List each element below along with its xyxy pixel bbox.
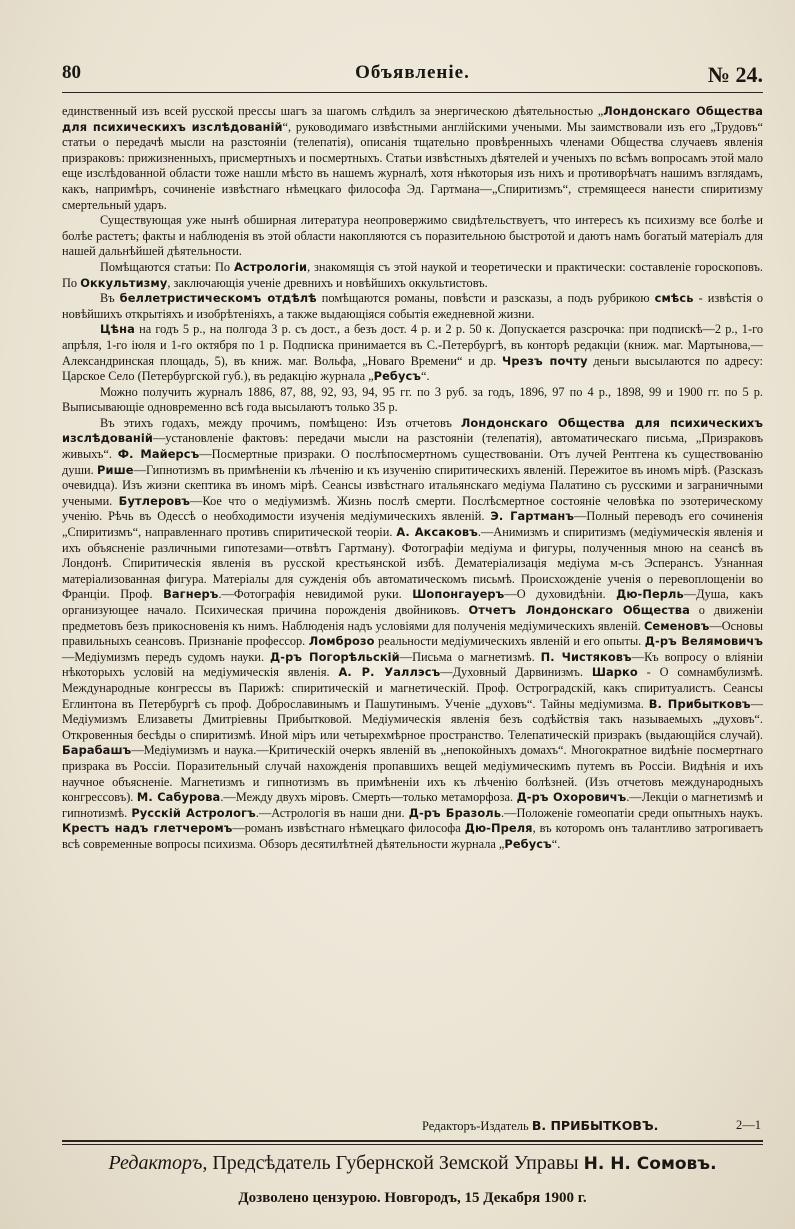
- bold-term: Шопонгауеръ: [412, 587, 505, 602]
- bold-term: Д-ръ Велямовичъ: [644, 634, 763, 649]
- paragraph: Цѣна на годъ 5 р., на полгода 3 р. съ дост., а безъ дост. 4 р. и 2 р. 50 к. Допускается разсрочка: при подпискѣ—2 р., 1-го апрѣля, 1-го іюля и 1-го октября по 1 р. Подписка принимается въ С.-Петербургѣ, въ конторѣ редакціи (книж. маг. Мартынова,—Александринская площадь, 5), въ книж. маг. Вольфа, „Новаго Времени“ и др. Чрезъ почту деньги высылаются по адресу: Царское Село (Петербургской губ.), въ редакцію журнала „Ребусъ“.: [62, 322, 763, 384]
- bold-term: Чрезъ почту: [502, 353, 588, 368]
- bold-term: В. Прибытковъ: [648, 696, 751, 711]
- bold-term: Лондонскаго Общества для психическихъ изслѣдованій: [62, 415, 764, 446]
- paragraph: Въ этихъ годахъ, между прочимъ, помѣщено: Изъ отчетовъ Лондонскаго Общества для психическихъ изслѣдованій—установленіе фактовъ: передачи мысли на разстояніи (телепатія), автоматическаго письма, „Призраковъ живыхъ“. Ф. Майерсъ—Посмертные призраки. О послѣпосмертномъ существованіи. Отъ лучей Рентгена къ существованію души. Рише—Гипнотизмъ въ примѣненіи къ лѣченію и къ изученію спиритическихъ явленій. Пережитое въ иномъ мірѣ. (Разсказъ очевидца). Изъ жизни скептика въ иномъ мірѣ. Сеансы извѣстнаго итальянскаго медіума Палатино съ русскими и заграничными учеными. Бутлеровъ—Кое что о медіумизмѣ. Жизнь послѣ смерти. Послѣсмертное состояніе человѣка по эзотерическому ученію. Рѣчь въ Одессѣ о необходимости изученія медіумическихъ явленій. Э. Гартманъ—Полный переводъ его сочиненія „Спиритизмъ“, направленнаго противъ спиритической теоріи. А. Аксаковъ.—Анимизмъ и спиритизмъ (медіумическія явленія и ихъ объясненіе различными гипотезами—отвѣтъ Гартману). Фотографіи медіума и фигуры, полученныя мною на сеансѣ въ Лондонѣ. Спиритическія явленія въ русской крестьянской избѣ. Дематеріализація медіума м-съ Эсперансъ. Узнанная матеріализованная фигура. Матеріалы для сужденія объ автоматическомъ письмѣ. Происхожденіе ученія о перевоплощеніи во Франціи. Проф. Вагнеръ.—Фотографія невидимой руки. Шопонгауеръ—О духовидѣніи. Дю-Перль—Душа, какъ организующее начало. Психическая причина порожденія двойниковъ. Отчетъ Лондонскаго Общества о движеніи предметовъ безъ прикосновенія къ нимъ. Наблюденія надъ условіями для полученія медіумическихъ явленій. Семеновъ—Основы правильныхъ сеансовъ. Признаніе профессор. Ломброзо реальности медіумическихъ явленій и его опыты. Д-ръ Велямовичъ—Медіумизмъ передъ судомъ науки. Д-ръ Погорѣльскій—Письма о магнетизмѣ. П. Чистяковъ—Къ вопросу о вліяніи нѣкоторыхъ условій на медіумическія явленія. А. Р. Уаллэсъ—Духовный Дарвинизмъ. Шарко - О сомнамбулизмѣ. Международные конгрессы въ Парижѣ: спиритическій и магнетическій. Проф. Остроградскій, какъ спиритуалистъ. Сеансы Еглинтона въ Петербургѣ съ проф. Доброславинымъ и Пашутинымъ. Ученіе „духовъ“. Тайны медіумизма. В. Прибытковъ—Медіумизмъ Елизаветы Дмитріевны Прибытковой. Медіумическія явленія безъ содѣйствія такъ называемыхъ „духовъ“. Откровенныя бесѣды о спиритизмѣ. Иной міръ или четырехмѣрное пространство. Телепатическій призракъ (выдающійся случай). Барабашъ—Медіумизмъ и наука.—Критическій очеркъ явленій въ „непокойныхъ домахъ“. Многократное видѣніе посмертнаго призрака въ Россіи. Поразительный случай нахожденія пропавшихъ вещей медіумическимъ путемъ въ Россіи. Видѣнія и ихъ научное объясненіе. Магнетизмъ и гипнотизмъ въ примѣненіи ихъ къ лѣченію болѣзней. (Изъ отчетовъ международныхъ конгрессовъ). М. Сабурова.—Между двухъ міровъ. Смерть—только метаморфоза. Д-ръ Охоровичъ.—Лекціи о магнетизмѣ и гипнотизмѣ. Русскій Астрологъ.—Астрологія въ наши дни. Д-ръ Бразоль.—Положеніе гомеопатіи среди опытныхъ наукъ. Крестъ надъ глетчеромъ—романъ извѣстнаго нѣмецкаго философа Дю-Преля, въ которомъ онъ талантливо затрогиваетъ всѣ современные вопросы психизма. Обзоръ десятилѣтней дѣятельности журнала „Ребусъ“.: [62, 415, 764, 851]
- bold-term: Ф. Майерсъ: [117, 447, 200, 462]
- editor-publisher: [422, 1118, 658, 1134]
- page-title: Объявленіе.: [355, 62, 470, 83]
- bold-term: Отчетъ Лондонскаго Общества: [468, 603, 690, 617]
- bold-term: Лондонскаго Общества для психическихъ изслѣдованій: [62, 104, 763, 134]
- editor-position: Предсѣдатель Губернской Земской Управы: [212, 1152, 579, 1174]
- paragraph: Существующая уже нынѣ обширная литература неопровержимо свидѣтельствуетъ, что интересъ къ психизму все болѣе и болѣе растетъ; факты и наблюденія въ этой области накопляются съ поразительною быстротой и даютъ намъ богатый матеріалъ для нашей дальнѣйшей дѣятельности.: [62, 213, 763, 259]
- bold-term: беллетристическомъ отдѣлѣ: [119, 291, 317, 306]
- paragraph: единственный изъ всей русской прессы шагъ за шагомъ слѣдилъ за энергическою дѣятельностью „Лондонскаго Общества для психическихъ изслѣдованій“, руководимаго извѣстными англійскими учеными. Мы заимствовали изъ его „Трудовъ“ статьи о передачѣ мысли на разстояніи (телепатія), описанія тщательно провѣренныхъ членами Общества случаевъ явленія призраковъ: прижизненныхъ, присмертныхъ и посмертныхъ. Статьи извѣстныхъ дѣятелей и ученыхъ по всѣмъ вопросамъ этой мало еще изслѣдованной области тоже нашли мѣсто въ нашемъ журналѣ, хотя нѣкоторыя изъ нихъ и противорѣчатъ нашимъ взглядамъ, какъ, напримѣръ, сочиненіе извѣстнаго нѣмецкаго философа Эд. Гартмана—„Спиритизмъ“, стремящееся нанести спиритизму смертельный ударъ.: [62, 104, 763, 212]
- bold-term: Дю-Перль: [616, 587, 684, 602]
- bold-term: Дю-Преля: [464, 821, 533, 836]
- bold-term: Барабашъ: [62, 743, 132, 758]
- bold-term: Оккультизму: [80, 275, 168, 290]
- bold-term: Крестъ надъ глетчеромъ: [62, 821, 233, 836]
- bold-term: Бутлеровъ: [118, 493, 191, 508]
- editor-name: Н. Н. Сомовъ.: [583, 1154, 717, 1174]
- bold-term: П. Чистяковъ: [540, 649, 632, 664]
- editor-publisher-label: Редакторъ-Издатель: [422, 1119, 529, 1133]
- editor-role: Редакторъ,: [108, 1152, 208, 1174]
- bold-term: Шарко: [591, 665, 638, 680]
- footer-divider-thin: [62, 1144, 763, 1145]
- issue-number: № 24.: [707, 62, 763, 87]
- bold-term: Э. Гартманъ: [490, 509, 575, 524]
- signature-line: [62, 1118, 763, 1136]
- paragraph: Можно получить журналъ 1886, 87, 88, 92, 93, 94, 95 гг. по 3 руб. за годъ, 1896, 97 по 4 р., 1898, 99 и 1900 гг. по 5 р. Выписывающіе одновременно всѣ года высылаютъ только 35 р.: [62, 384, 763, 415]
- advertisement-body: [62, 104, 763, 853]
- paragraph: Помѣщаются статьи: По Астрологіи, знакомящія съ этой наукой и теоретически и практически: составленіе гороскоповъ. По Оккультизму, заключающія ученіе древнихъ и новѣйшихъ оккультистовъ.: [62, 259, 764, 290]
- bold-term: смѣсь: [654, 291, 694, 306]
- editor-publisher-name: В. ПРИБЫТКОВЪ.: [531, 1118, 659, 1133]
- footer-divider-thick: [62, 1140, 763, 1142]
- bold-term: Ребусъ: [373, 369, 421, 384]
- bold-term: Астрологіи: [233, 259, 308, 274]
- bold-term: Д-ръ Бразоль: [408, 805, 502, 820]
- bold-term: Д-ръ Погорѣльскій: [270, 649, 400, 664]
- bold-term: Русскій Астрологъ: [131, 805, 256, 820]
- editor-credit: [62, 1152, 763, 1175]
- bold-term: Рише: [97, 462, 134, 477]
- page-number: 80: [62, 62, 81, 83]
- bold-term: Ребусъ: [504, 836, 552, 851]
- paragraph: Въ беллетристическомъ отдѣлѣ помѣщаются романы, повѣсти и разсказы, а подъ рубрикою смѣсь - извѣстія о новѣйшихъ открытіяхъ и изобрѣтеніяхъ, а также выдающіяся событія ежедневной жизни.: [62, 291, 763, 321]
- bold-term: Вагнеръ: [163, 587, 219, 602]
- bold-term: А. Аксаковъ: [396, 525, 478, 540]
- bold-term: Д-ръ Охоровичъ: [516, 790, 627, 805]
- censorship-note: Дозволено цензурою. Новгородъ, 15 Декабря 1900 г.: [238, 1190, 587, 1206]
- bold-term: М. Сабурова: [136, 790, 221, 805]
- page-header: [62, 62, 763, 92]
- bold-term: Ломброзо: [308, 634, 375, 649]
- bold-term: А. Р. Уаллэсъ: [338, 665, 441, 680]
- bold-term: Семеновъ: [643, 618, 710, 633]
- header-divider: [62, 92, 763, 93]
- issue-mark: 2—1: [736, 1118, 761, 1132]
- bold-term: Цѣна: [100, 322, 135, 337]
